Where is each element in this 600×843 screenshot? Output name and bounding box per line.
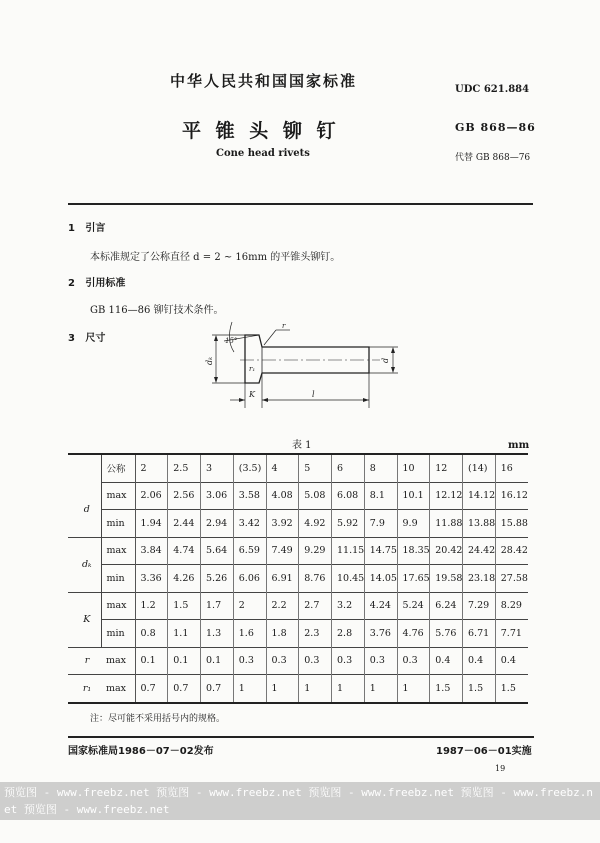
- table-cell: 27.58: [495, 565, 528, 593]
- table-cell: 3.06: [201, 482, 234, 510]
- table-cell: 15.88: [495, 510, 528, 538]
- table-cell: 6: [332, 454, 365, 482]
- table-cell: 0.1: [168, 647, 201, 675]
- table-cell: 1.6: [233, 620, 266, 648]
- table-cell: 2: [135, 454, 168, 482]
- table-cell: 1.1: [168, 620, 201, 648]
- table-cell: 18.35: [397, 537, 430, 565]
- table-cell: 11.88: [430, 510, 463, 538]
- table-cell: 1: [299, 675, 332, 703]
- table-cell: 5.92: [332, 510, 365, 538]
- table-caption: 表 1: [292, 440, 312, 451]
- table-cell: 2.44: [168, 510, 201, 538]
- table-cell: 0.3: [233, 647, 266, 675]
- table-cell: 23.18: [463, 565, 496, 593]
- table-row: [68, 647, 528, 675]
- table-cell: 1.2: [135, 592, 168, 620]
- table-cell: 7.9: [364, 510, 397, 538]
- table-cell: 0.8: [135, 620, 168, 648]
- table-cell: 0.3: [299, 647, 332, 675]
- table-cell: 16: [495, 454, 528, 482]
- table-cell: 0.3: [332, 647, 365, 675]
- table-cell: (14): [463, 454, 496, 482]
- table-cell: 6.24: [430, 592, 463, 620]
- sub-label: max: [101, 647, 135, 675]
- table-row: [68, 510, 528, 538]
- section-1-heading: 1 引言: [68, 223, 106, 234]
- table-cell: 16.12: [495, 482, 528, 510]
- table-cell: 4: [266, 454, 299, 482]
- table-cell: 0.1: [135, 647, 168, 675]
- table-cell: 1.94: [135, 510, 168, 538]
- table-cell: 0.7: [201, 675, 234, 703]
- table-cell: 14.75: [364, 537, 397, 565]
- table-cell: 1: [397, 675, 430, 703]
- group-label: dₖ: [68, 537, 101, 592]
- sub-label: max: [101, 537, 135, 565]
- table-cell: 0.4: [430, 647, 463, 675]
- angle-label: 15°: [225, 337, 238, 345]
- table-cell: 0.7: [135, 675, 168, 703]
- table-cell: 1: [364, 675, 397, 703]
- table-cell: 10.1: [397, 482, 430, 510]
- table-row: [68, 454, 528, 482]
- table-unit: mm: [508, 440, 530, 451]
- sub-label: min: [101, 510, 135, 538]
- replaces-standard: 代替 GB 868—76: [455, 153, 531, 163]
- table-cell: 2: [233, 592, 266, 620]
- table-row: [68, 620, 528, 648]
- table-cell: 14.12: [463, 482, 496, 510]
- section-3-heading: 3 尺寸: [68, 333, 106, 344]
- l-label: l: [312, 390, 315, 399]
- section-2-body: GB 116—86 铆钉技术条件。: [90, 305, 224, 316]
- table-cell: 8.29: [495, 592, 528, 620]
- table-cell: 19.58: [430, 565, 463, 593]
- table-cell: 5: [299, 454, 332, 482]
- r1-label: r₁: [249, 365, 256, 373]
- title-en: Cone head rivets: [216, 148, 310, 159]
- table-cell: 1.5: [495, 675, 528, 703]
- table-cell: 4.92: [299, 510, 332, 538]
- sub-label: 公称: [101, 454, 135, 482]
- footer-rule: [68, 736, 534, 738]
- table-cell: 10: [397, 454, 430, 482]
- table-cell: 7.71: [495, 620, 528, 648]
- table-cell: 1.5: [430, 675, 463, 703]
- d-label: d: [381, 357, 390, 363]
- table-cell: 1.3: [201, 620, 234, 648]
- table-cell: 3.36: [135, 565, 168, 593]
- group-label: r₁: [68, 675, 101, 703]
- group-label: d: [83, 503, 90, 515]
- table-cell: 1.7: [201, 592, 234, 620]
- table-cell: 4.74: [168, 537, 201, 565]
- table-cell: 8.1: [364, 482, 397, 510]
- table-cell: 0.1: [201, 647, 234, 675]
- table-row: [68, 592, 528, 620]
- watermark-banner: 预览图 - www.freebz.net 预览图 - www.freebz.net 预览图 - www.freebz.net 预览图 - www.freebz.net 预览图 - www.freebz.net: [0, 782, 600, 820]
- table-note: 注：尽可能不采用括号内的规格。: [90, 714, 226, 724]
- table-cell: 2.5: [168, 454, 201, 482]
- table-cell: 13.88: [463, 510, 496, 538]
- table-cell: (3.5): [233, 454, 266, 482]
- sub-label: max: [101, 482, 135, 510]
- table-cell: 5.26: [201, 565, 234, 593]
- table-cell: 12: [430, 454, 463, 482]
- table-cell: 6.08: [332, 482, 365, 510]
- effective-date: 1987－06－01实施: [436, 746, 532, 757]
- table-cell: 14.05: [364, 565, 397, 593]
- table-cell: 3.58: [233, 482, 266, 510]
- table-cell: 4.08: [266, 482, 299, 510]
- page-number: 19: [495, 764, 506, 773]
- table-cell: 3.42: [233, 510, 266, 538]
- table-cell: 0.3: [266, 647, 299, 675]
- table-cell: 9.9: [397, 510, 430, 538]
- table-row: [68, 675, 528, 703]
- table-cell: 20.42: [430, 537, 463, 565]
- rivet-outline: [245, 335, 369, 383]
- table-cell: 2.06: [135, 482, 168, 510]
- table-cell: 0.4: [495, 647, 528, 675]
- table-cell: 3: [201, 454, 234, 482]
- table-cell: 3.76: [364, 620, 397, 648]
- table-cell: 5.64: [201, 537, 234, 565]
- table-row: [68, 537, 528, 565]
- title-cn: 平 锥 头 铆 钉: [182, 120, 340, 142]
- table-cell: 4.24: [364, 592, 397, 620]
- table-cell: 7.29: [463, 592, 496, 620]
- table-cell: 4.76: [397, 620, 430, 648]
- standard-number: GB 868—86: [455, 121, 536, 134]
- sub-label: min: [101, 620, 135, 648]
- k-label: K: [249, 390, 255, 399]
- group-label-empty: [68, 454, 101, 482]
- table-cell: 6.59: [233, 537, 266, 565]
- issuing-org: 中华人民共和国国家标准: [170, 72, 358, 90]
- table-cell: 1.5: [463, 675, 496, 703]
- table-cell: 1.5: [168, 592, 201, 620]
- table-cell: 8: [364, 454, 397, 482]
- table-cell: 2.8: [332, 620, 365, 648]
- table-cell: 3.92: [266, 510, 299, 538]
- table-cell: 8.76: [299, 565, 332, 593]
- table-row: [68, 565, 528, 593]
- table-cell: 6.91: [266, 565, 299, 593]
- table-cell: 1: [233, 675, 266, 703]
- table-cell: 4.26: [168, 565, 201, 593]
- table-cell: 9.29: [299, 537, 332, 565]
- table-row: [68, 482, 528, 510]
- r-label: r: [282, 322, 286, 330]
- table-cell: 2.7: [299, 592, 332, 620]
- table-cell: 12.12: [430, 482, 463, 510]
- group-label: K: [68, 592, 101, 647]
- table-cell: 6.06: [233, 565, 266, 593]
- table-cell: 2.56: [168, 482, 201, 510]
- table-cell: 5.24: [397, 592, 430, 620]
- issue-date: 国家标准局1986－07－02发布: [68, 746, 214, 757]
- table-cell: 3.84: [135, 537, 168, 565]
- table-cell: 2.3: [299, 620, 332, 648]
- table-cell: 7.49: [266, 537, 299, 565]
- table-cell: 5.76: [430, 620, 463, 648]
- table-cell: 17.65: [397, 565, 430, 593]
- table-cell: 1: [332, 675, 365, 703]
- sub-label: min: [101, 565, 135, 593]
- table-cell: 0.7: [168, 675, 201, 703]
- table-cell: 1.8: [266, 620, 299, 648]
- table-cell: 1: [266, 675, 299, 703]
- section-2-heading: 2 引用标准: [68, 278, 126, 289]
- udc-code: UDC 621.884: [455, 84, 530, 95]
- table-cell: 28.42: [495, 537, 528, 565]
- table-cell: 24.42: [463, 537, 496, 565]
- dimension-table: [68, 453, 528, 704]
- sub-label: max: [101, 592, 135, 620]
- table-cell: 0.4: [463, 647, 496, 675]
- table-cell: 2.2: [266, 592, 299, 620]
- dk-label: dₖ: [205, 356, 214, 365]
- table-cell: 6.71: [463, 620, 496, 648]
- table-cell: 3.2: [332, 592, 365, 620]
- table-cell: 2.94: [201, 510, 234, 538]
- sub-label: max: [101, 675, 135, 703]
- section-1-body: 本标准规定了公称直径 d = 2 ~ 16mm 的平锥头铆钉。: [90, 252, 341, 263]
- group-label: r: [68, 647, 101, 675]
- table-cell: 11.15: [332, 537, 365, 565]
- table-cell: 10.45: [332, 565, 365, 593]
- table-cell: 0.3: [397, 647, 430, 675]
- table-cell: 0.3: [364, 647, 397, 675]
- table-cell: 5.08: [299, 482, 332, 510]
